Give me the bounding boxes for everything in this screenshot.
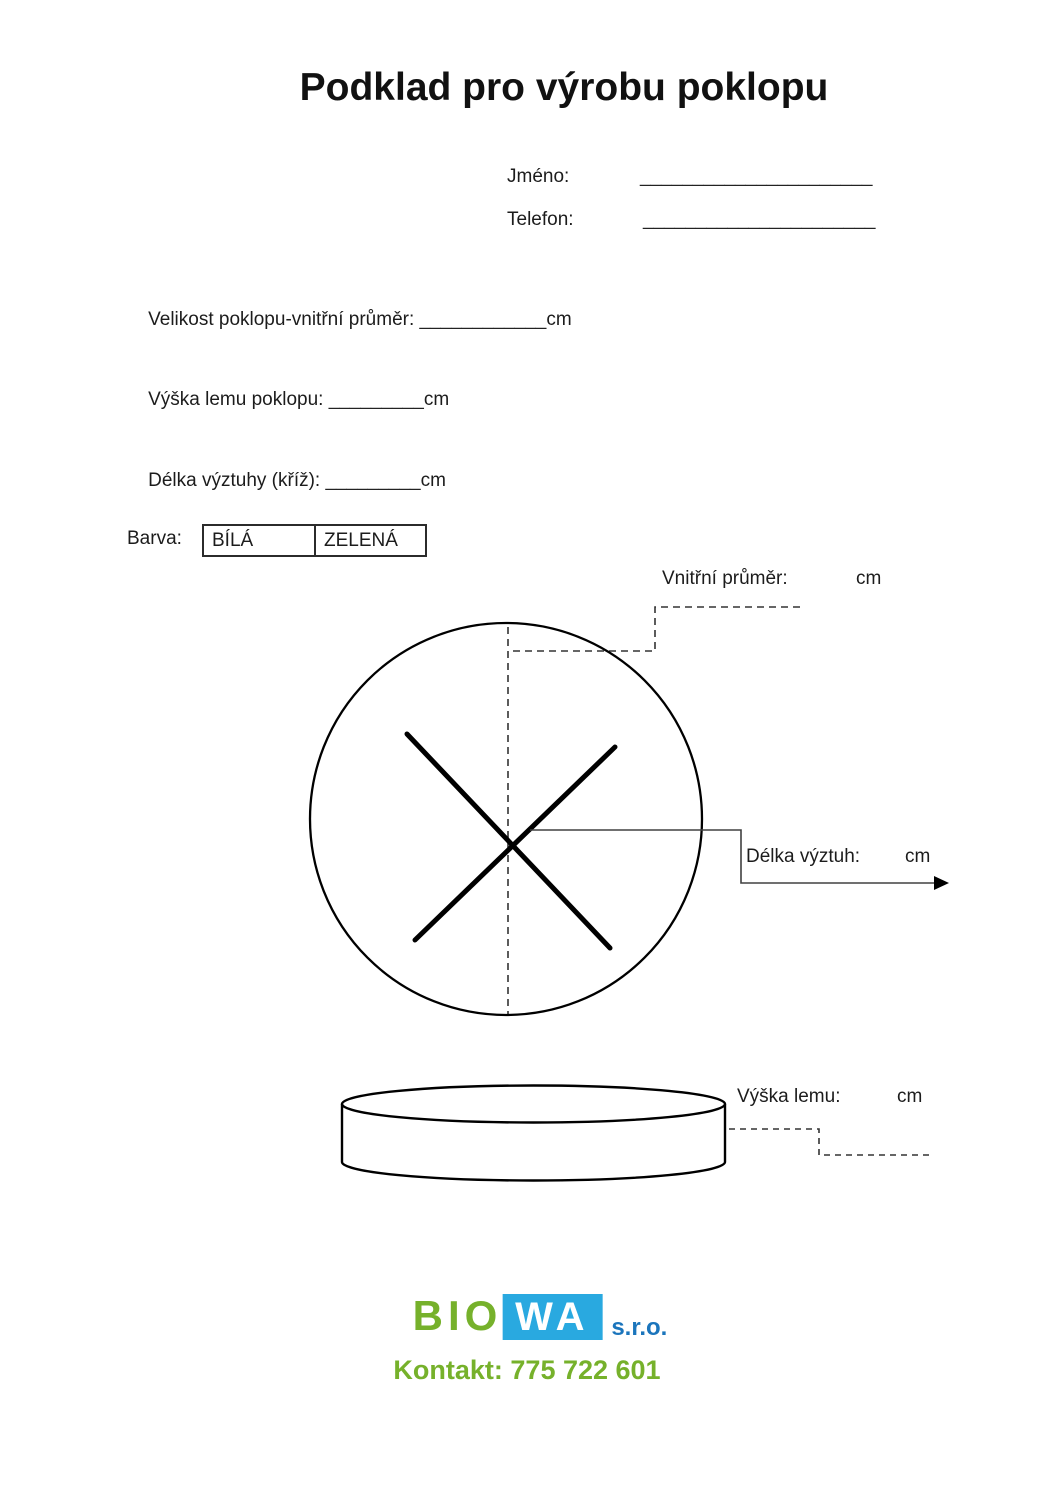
brace-length-arrowhead-icon [934, 876, 949, 890]
rim-height-leader-line [729, 1129, 931, 1155]
field-blank-line: _________ [328, 389, 424, 410]
field-label: Výška lemu poklopu: [148, 389, 329, 410]
color-option-white: BÍLÁ [212, 529, 254, 551]
brace-length-label: Délka výztuh: [746, 846, 861, 867]
field-blank-line: _________ [325, 470, 421, 491]
logo-text-sro: s.r.o. [611, 1314, 668, 1341]
cover-side-view-top-ellipse [342, 1086, 725, 1123]
cover-side-view-bottom-arc [342, 1162, 725, 1181]
rim-height-label: Výška lemu: [737, 1086, 841, 1107]
biowa-logo [413, 1294, 668, 1340]
field-blank-line: ____________ [419, 309, 547, 330]
field-label: Délka výztuhy (kříž): [148, 470, 326, 491]
field-unit: cm [546, 309, 572, 330]
reinforcement-cross-line-1 [407, 734, 610, 948]
color-label: Barva: [127, 528, 182, 549]
logo-text-wa: WA [515, 1295, 590, 1339]
rim-height-unit: cm [897, 1086, 923, 1107]
inner-diameter-label: Vnitřní průměr: [662, 568, 788, 589]
field-unit: cm [423, 389, 450, 410]
field-row-inner-diameter [127, 287, 572, 353]
logo-box [502, 1294, 602, 1340]
field-label: Velikost poklopu-vnitřní průměr: [148, 309, 420, 330]
inner-diameter-leader-line [510, 607, 800, 651]
cover-top-view-circle [310, 623, 702, 1015]
page-title: Podklad pro výrobu poklopu [299, 66, 829, 109]
field-unit: cm [420, 470, 446, 491]
name-label: Jméno: [507, 166, 570, 187]
color-options-table [202, 524, 427, 557]
field-row-brace-length [127, 448, 446, 514]
brace-length-unit: cm [905, 846, 931, 867]
brace-length-leader-line [530, 830, 936, 883]
name-blank-line: ______________________ [640, 166, 873, 187]
phone-blank-line: ______________________ [643, 209, 876, 230]
reinforcement-cross-line-2 [415, 747, 615, 940]
logo-text-bio: BIO [412, 1292, 503, 1339]
inner-diameter-unit: cm [856, 568, 882, 589]
contact-phone-line: Kontakt: 775 722 601 [393, 1355, 661, 1385]
field-row-rim-height [127, 367, 449, 433]
phone-label: Telefon: [507, 209, 574, 230]
color-option-green: ZELENÁ [314, 526, 425, 555]
